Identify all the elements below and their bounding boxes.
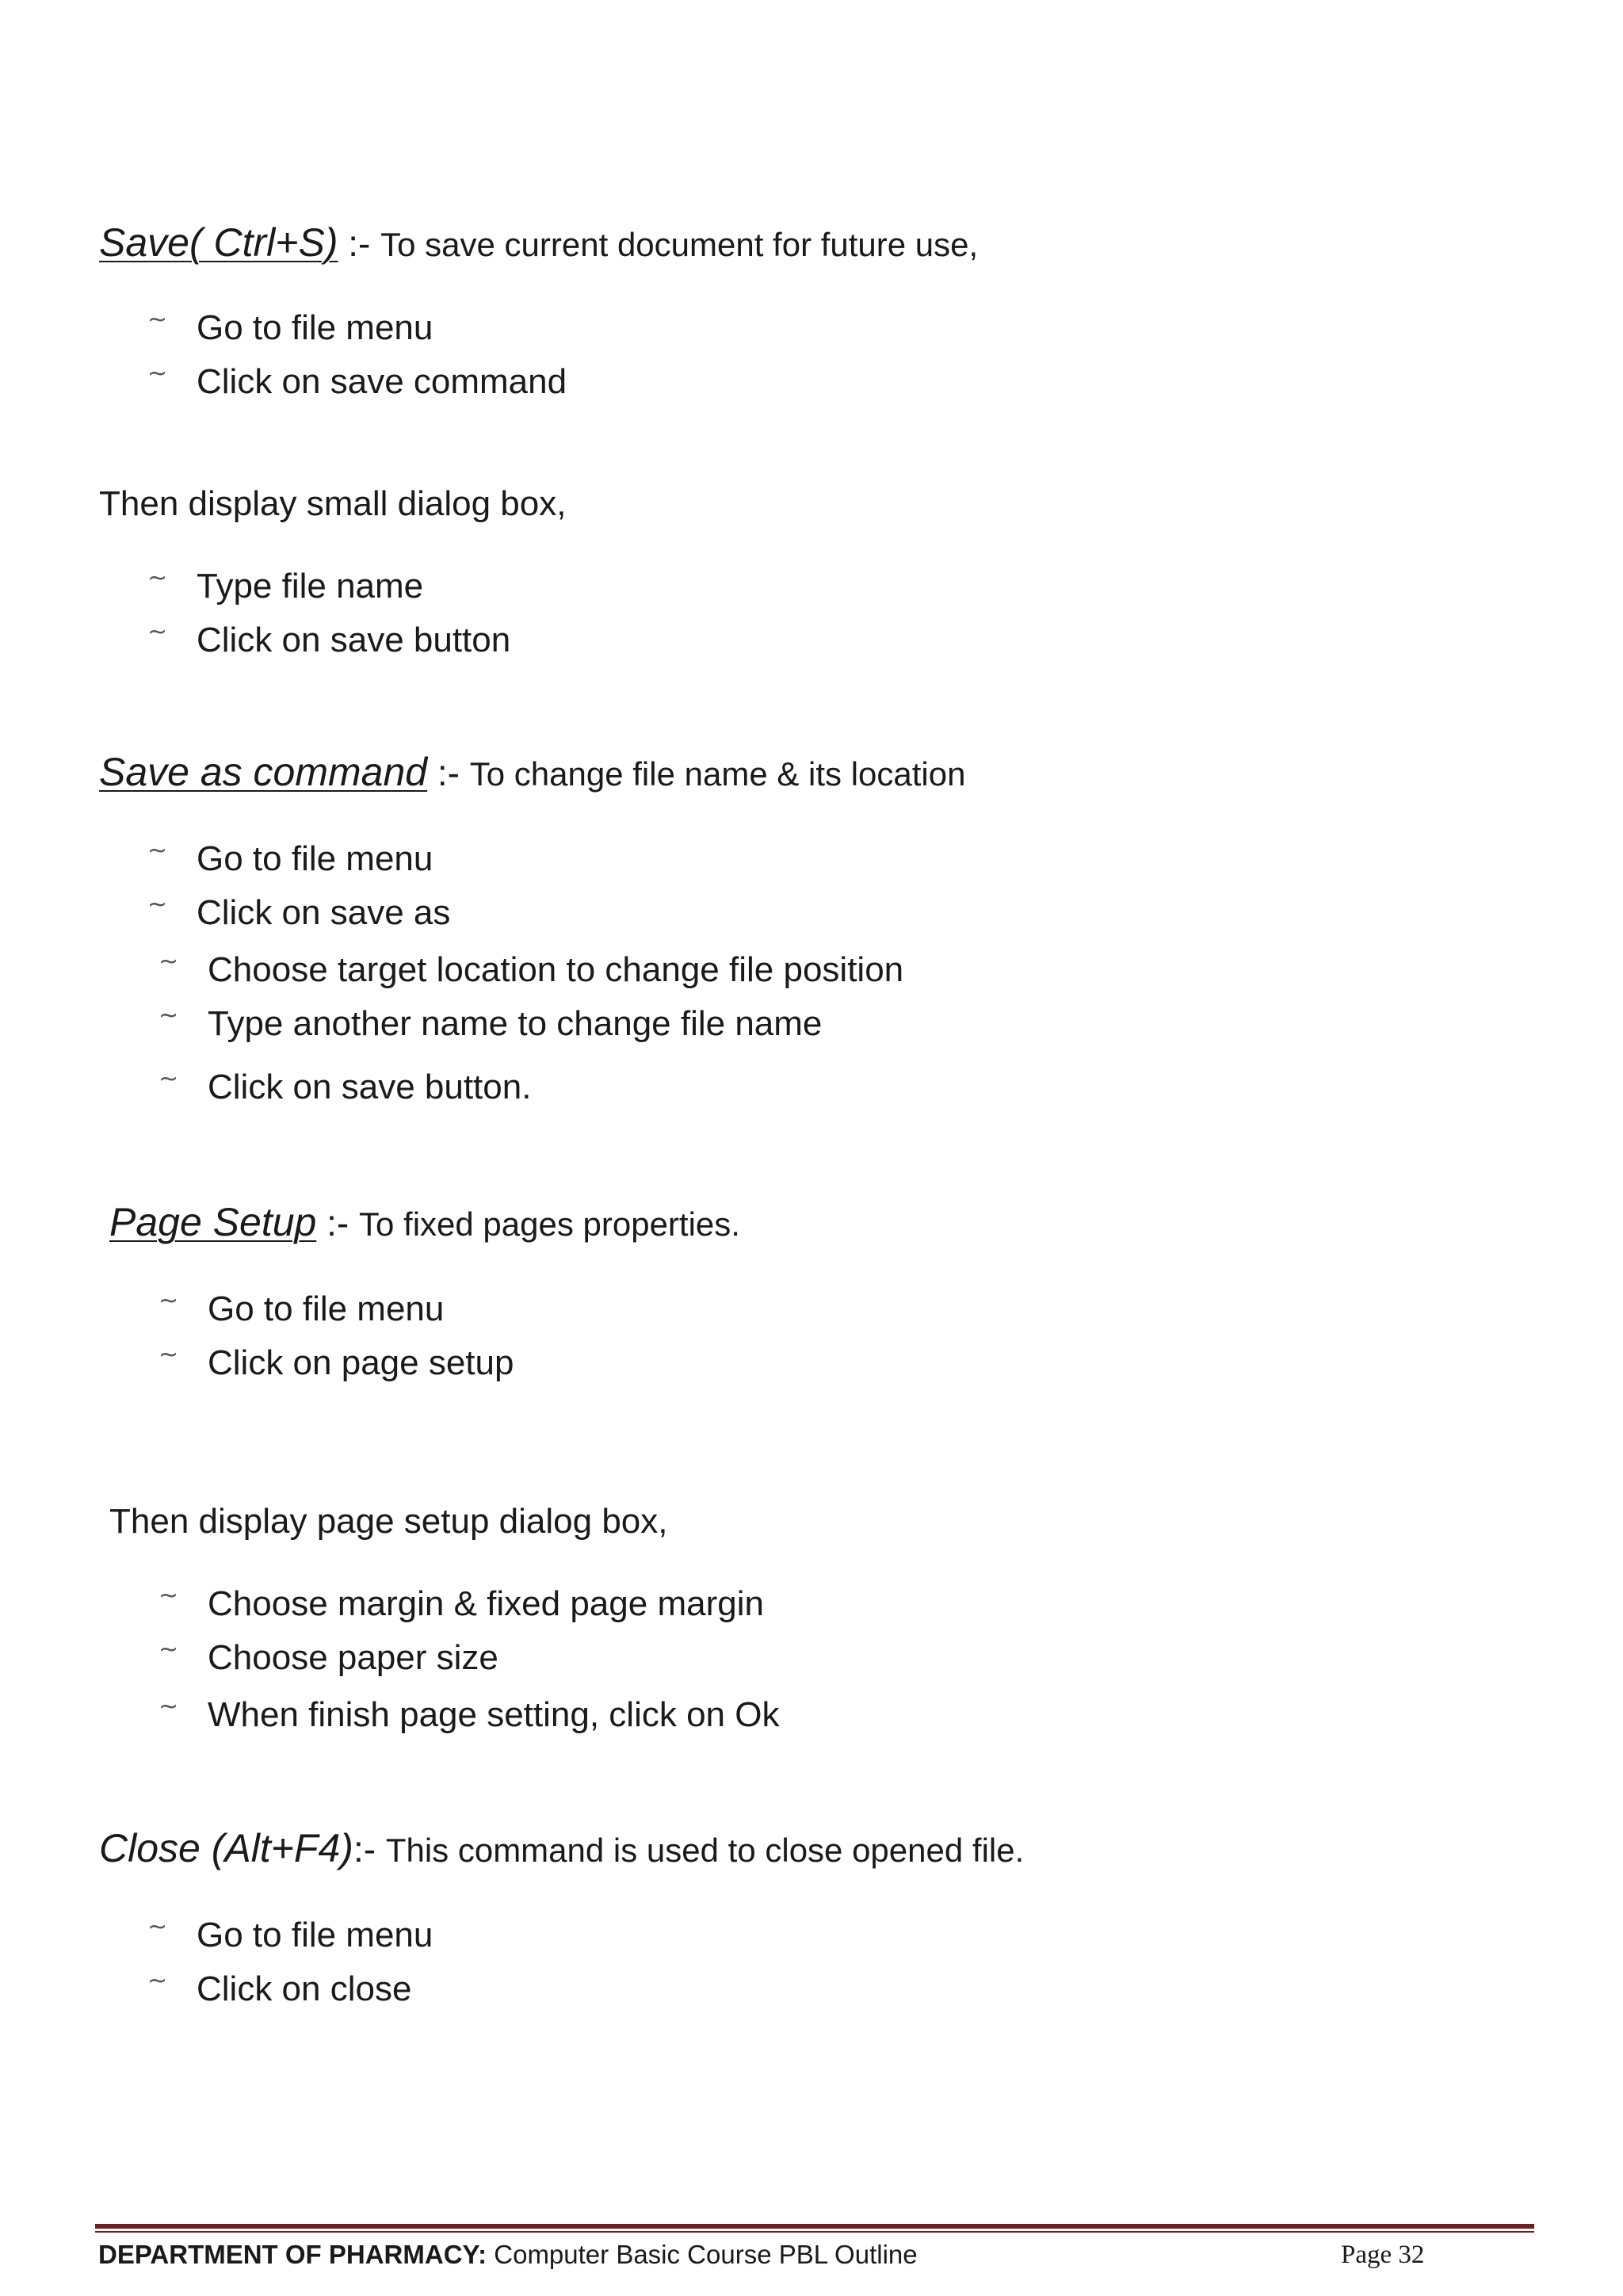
bullet-tilde-icon: ~ [158,1065,179,1093]
save-as-separator: :- [427,752,470,793]
list-item-text: Click on page setup [208,1343,514,1382]
list-item-text: Choose paper size [208,1638,498,1677]
list-item [158,1634,498,1682]
list-item-text: Go to file menu [197,839,433,878]
list-item [147,1912,433,1959]
list-item-text: Go to file menu [197,1916,433,1954]
page-number: Page 32 [1341,2241,1425,2269]
list-item-text: Click on close [197,1969,412,2008]
bullet-tilde-icon: ~ [158,1636,179,1664]
close-description: This command is used to close opened file. [385,1832,1025,1869]
list-item-text: When finish page setting, click on Ok [208,1695,780,1734]
close-heading [99,1824,1024,1874]
save-description: To save current document for future use, [380,226,979,263]
footer-rule [95,2224,1534,2229]
save-as-description: To change file name & its location [469,755,966,793]
list-item-text: Click on save command [197,362,567,401]
list-item-text: Type another name to change file name [208,1004,823,1043]
save-then-text: Then display small dialog box, [99,484,567,523]
page-setup-then-text: Then display page setup dialog box, [109,1502,668,1541]
list-item [158,1339,514,1387]
bullet-tilde-icon: ~ [147,837,168,865]
page-setup-separator: :- [316,1202,359,1244]
bullet-tilde-icon: ~ [147,564,168,592]
bullet-tilde-icon: ~ [158,1582,179,1610]
bullet-tilde-icon: ~ [158,1287,179,1315]
list-item [147,835,433,883]
list-item [158,1286,444,1333]
bullet-tilde-icon: ~ [147,1913,168,1941]
list-item [158,1000,822,1048]
bullet-tilde-icon: ~ [147,360,168,388]
save-term: Save( Ctrl+S) [99,220,338,265]
close-term: Close (Alt+F4) [99,1826,353,1870]
list-item-text: Click on save as [197,893,451,932]
list-item [158,1580,764,1628]
list-item [158,1064,531,1111]
list-item-text: Go to file menu [208,1289,445,1328]
bullet-tilde-icon: ~ [158,948,179,976]
list-item-text: Type file name [197,567,424,606]
close-separator: :- [353,1828,386,1870]
bullet-tilde-icon: ~ [147,891,168,919]
list-item-text: Click on save button [197,621,511,659]
list-item-text: Click on save button. [208,1068,532,1106]
list-item [147,563,423,610]
bullet-tilde-icon: ~ [147,618,168,646]
footer-course: Computer Basic Course PBL Outline [487,2240,918,2269]
list-item-text: Go to file menu [197,308,433,347]
footer-text [98,2237,918,2273]
footer-department: DEPARTMENT OF PHARMACY: [98,2240,487,2269]
list-item [147,1966,411,2013]
list-item [147,889,450,937]
save-as-heading [99,748,965,798]
save-separator: :- [338,223,381,264]
bullet-tilde-icon: ~ [158,1341,179,1369]
page-setup-term: Page Setup [109,1200,317,1244]
list-item-text: Choose target location to change file position [208,950,904,989]
bullet-tilde-icon: ~ [147,306,168,334]
list-item [158,946,903,994]
list-item-text: Choose margin & fixed page margin [208,1584,764,1623]
save-heading [99,219,978,269]
list-item [147,617,510,664]
page-setup-description: To fixed pages properties. [359,1205,740,1243]
bullet-tilde-icon: ~ [158,1002,179,1030]
list-item [147,358,567,406]
bullet-tilde-icon: ~ [158,1693,179,1721]
save-as-term: Save as command [99,750,428,794]
footer-rule-thin [95,2231,1534,2233]
bullet-tilde-icon: ~ [147,1967,168,1995]
list-item [147,304,433,352]
page-setup-heading [109,1198,740,1248]
list-item [158,1691,779,1739]
